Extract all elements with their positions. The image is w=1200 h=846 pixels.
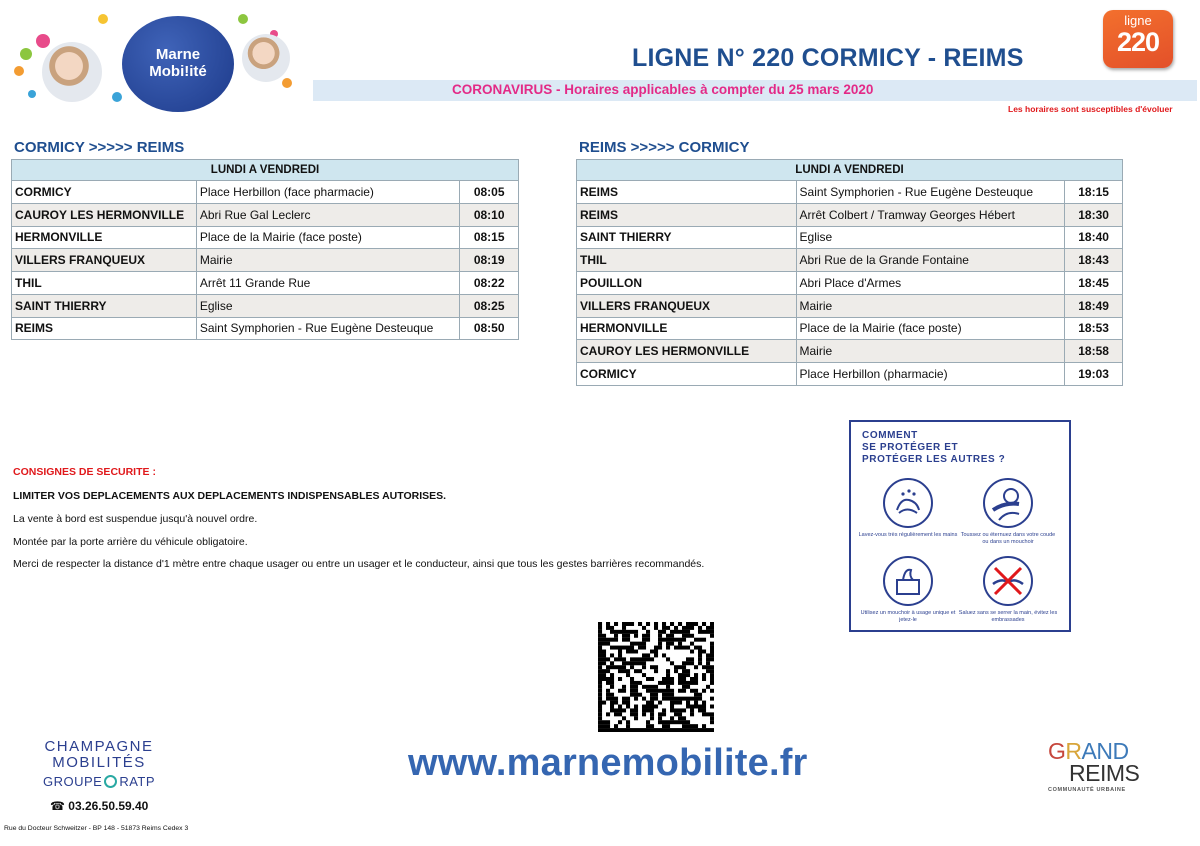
outbound-timetable <box>11 159 519 340</box>
hand-washing-icon <box>883 478 933 528</box>
stop-name: REIMS <box>577 203 797 226</box>
gr-letter-g: G <box>1048 738 1066 764</box>
gr-letters-and: AND <box>1081 738 1129 764</box>
stop-time: 08:15 <box>460 226 519 249</box>
ratp-logo-icon <box>104 775 117 788</box>
brand-mobilites: MOBILITÉS <box>52 754 146 771</box>
table-row <box>577 294 1123 317</box>
table-row <box>577 317 1123 340</box>
stop-name: VILLERS FRANQUEUX <box>12 249 197 272</box>
table-row <box>577 203 1123 226</box>
security-line-4: Merci de respecter la distance d'1 mètre entre chaque usager ou entre un usager et le conducteur, ainsi que tous les gestes barrières recommandés. <box>13 558 705 570</box>
stop-place: Eglise <box>196 294 460 317</box>
poster-caption-3: Utilisez un mouchoir à usage unique et jetez-le <box>860 610 956 623</box>
badge-number: 220 <box>1116 27 1160 57</box>
stop-place: Saint Symphorien - Rue Eugène Desteuque <box>796 181 1065 204</box>
stop-place: Abri Rue de la Grande Fontaine <box>796 249 1065 272</box>
stop-place: Saint Symphorien - Rue Eugène Desteuque <box>196 317 460 340</box>
stop-place: Place de la Mairie (face poste) <box>196 226 460 249</box>
table-row <box>12 317 519 340</box>
postal-address: Rue du Docteur Schweitzer - BP 148 - 51873 Reims Cedex 3 <box>4 825 189 832</box>
security-line-3: Montée par la porte arrière du véhicule obligatoire. <box>13 536 248 548</box>
stop-place: Abri Place d'Armes <box>796 272 1065 295</box>
poster-title-line-3: PROTÉGER LES AUTRES ? <box>862 454 1006 465</box>
poster-caption-4: Saluez sans se serrer la main, évitez les embrassades <box>958 610 1058 623</box>
stop-time: 18:43 <box>1065 249 1123 272</box>
banner-text: CORONAVIRUS - Horaires applicables à compter du 25 mars 2020 <box>452 82 874 97</box>
datamatrix-code-icon <box>598 622 714 732</box>
stop-time: 08:19 <box>460 249 519 272</box>
poster-caption-1: Lavez-vous très régulièrement les mains <box>858 532 958 538</box>
stop-time: 18:15 <box>1065 181 1123 204</box>
stop-time: 18:45 <box>1065 272 1123 295</box>
stop-name: SAINT THIERRY <box>577 226 797 249</box>
table-row <box>12 203 519 226</box>
line-number-badge <box>1103 10 1173 68</box>
stop-place: Place Herbillon (pharmacie) <box>796 363 1065 386</box>
phone-number: ☎ 03.26.50.59.40 <box>50 799 149 813</box>
security-line-1: LIMITER VOS DEPLACEMENTS AUX DEPLACEMENTS INDISPENSABLES AUTORISES. <box>13 490 447 502</box>
stop-time: 08:22 <box>460 272 519 295</box>
brand-group <box>28 774 170 789</box>
stop-name: HERMONVILLE <box>577 317 797 340</box>
stop-time: 08:25 <box>460 294 519 317</box>
marne-mobilite-logo <box>12 8 302 108</box>
stop-name: CAUROY LES HERMONVILLE <box>577 340 797 363</box>
no-handshake-icon <box>983 556 1033 606</box>
stop-name: VILLERS FRANQUEUX <box>577 294 797 317</box>
security-title: CONSIGNES DE SECURITE : <box>13 466 156 478</box>
grand-reims-logo-bottom: REIMS <box>1069 760 1140 786</box>
poster-title-line-1: COMMENT <box>862 430 918 441</box>
table-row <box>12 294 519 317</box>
page-title: LIGNE N° 220 CORMICY - REIMS <box>632 44 1024 72</box>
inbound-day-header: LUNDI A VENDREDI <box>577 160 1123 181</box>
table-row <box>12 249 519 272</box>
grand-reims-subtitle: COMMUNAUTÉ URBAINE <box>1048 787 1126 793</box>
schedule-change-note: Les horaires sont susceptibles d'évoluer <box>1008 104 1173 114</box>
stop-time: 18:30 <box>1065 203 1123 226</box>
outbound-title: CORMICY >>>>> REIMS <box>14 139 185 156</box>
table-row <box>577 363 1123 386</box>
badge-word: ligne <box>1124 13 1152 28</box>
table-row <box>577 181 1123 204</box>
stop-name: HERMONVILLE <box>12 226 197 249</box>
stop-time: 08:05 <box>460 181 519 204</box>
stop-place: Mairie <box>796 294 1065 317</box>
ratp-label: RATP <box>119 774 156 789</box>
inbound-title: REIMS >>>>> CORMICY <box>579 139 750 156</box>
stop-time: 08:50 <box>460 317 519 340</box>
stop-place: Eglise <box>796 226 1065 249</box>
logo-text-marne: Marne <box>155 46 201 63</box>
family-photo-left <box>42 42 102 102</box>
group-label: GROUPE <box>42 774 103 789</box>
stop-time: 08:10 <box>460 203 519 226</box>
stop-place: Place de la Mairie (face poste) <box>796 317 1065 340</box>
stop-name: CORMICY <box>12 181 197 204</box>
stop-place: Abri Rue Gal Leclerc <box>196 203 460 226</box>
tissue-icon <box>883 556 933 606</box>
marne-mobilite-badge <box>122 16 234 112</box>
stop-time: 19:03 <box>1065 363 1123 386</box>
protection-poster <box>849 420 1071 632</box>
stop-name: CAUROY LES HERMONVILLE <box>12 203 197 226</box>
stop-name: THIL <box>577 249 797 272</box>
stop-name: SAINT THIERRY <box>12 294 197 317</box>
poster-caption-2: Toussez ou éternuez dans votre coude ou dans un mouchoir <box>960 532 1056 545</box>
stop-place: Arrêt 11 Grande Rue <box>196 272 460 295</box>
table-row <box>577 249 1123 272</box>
outbound-day-header: LUNDI A VENDREDI <box>12 160 519 181</box>
stop-name: REIMS <box>12 317 197 340</box>
stop-name: REIMS <box>577 181 797 204</box>
brand-champagne: CHAMPAGNE <box>44 738 154 755</box>
table-row <box>12 226 519 249</box>
stop-name: CORMICY <box>577 363 797 386</box>
stop-time: 18:53 <box>1065 317 1123 340</box>
table-row <box>577 226 1123 249</box>
stop-place: Place Herbillon (face pharmacie) <box>196 181 460 204</box>
table-row <box>577 340 1123 363</box>
stop-name: POUILLON <box>577 272 797 295</box>
inbound-timetable <box>576 159 1123 386</box>
stop-name: THIL <box>12 272 197 295</box>
website-link[interactable]: www.marnemobilite.fr <box>408 742 808 784</box>
family-photo-right <box>242 34 290 82</box>
stop-place: Mairie <box>796 340 1065 363</box>
poster-title <box>862 430 1062 466</box>
table-row <box>12 272 519 295</box>
stop-time: 18:40 <box>1065 226 1123 249</box>
stop-place: Arrêt Colbert / Tramway Georges Hébert <box>796 203 1065 226</box>
gr-letter-r: R <box>1065 738 1082 764</box>
logo-text-mobilite: Mobi!ité <box>149 63 207 80</box>
stop-place: Mairie <box>196 249 460 272</box>
cough-elbow-icon <box>983 478 1033 528</box>
table-row <box>12 181 519 204</box>
stop-time: 18:49 <box>1065 294 1123 317</box>
security-line-2: La vente à bord est suspendue jusqu'à nouvel ordre. <box>13 513 258 525</box>
stop-time: 18:58 <box>1065 340 1123 363</box>
poster-title-line-2: SE PROTÉGER ET <box>862 442 959 453</box>
table-row <box>577 272 1123 295</box>
